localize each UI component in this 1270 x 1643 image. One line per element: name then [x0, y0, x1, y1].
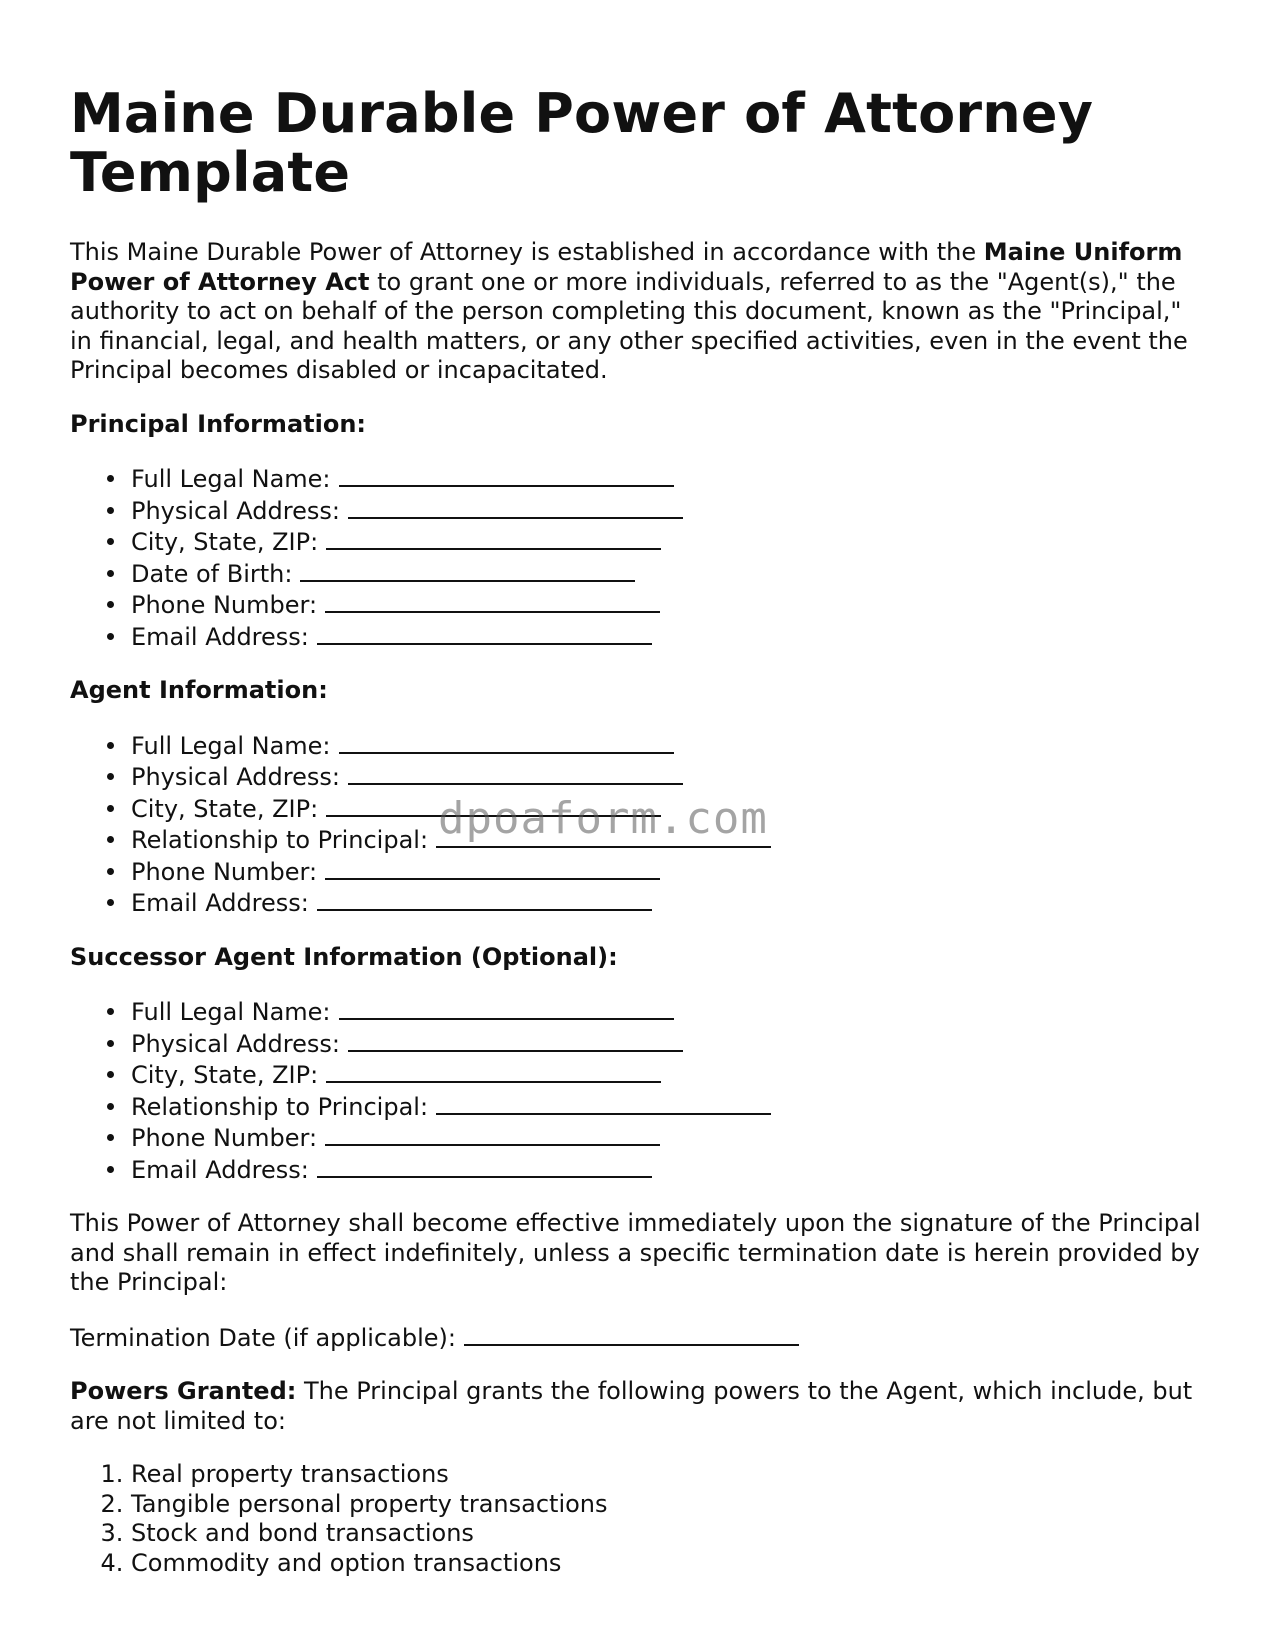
fill-line[interactable] — [317, 1154, 652, 1178]
fill-line[interactable] — [325, 856, 660, 880]
successor-email-field[interactable]: Email Address: — [131, 1154, 1210, 1186]
agent-relationship-field[interactable]: Relationship to Principal: — [131, 824, 1210, 856]
agent-phone-field[interactable]: Phone Number: — [131, 856, 1210, 888]
fill-line[interactable] — [436, 1091, 771, 1115]
fill-line[interactable] — [348, 761, 683, 785]
power-item: 2. Tangible personal property transactions — [131, 1490, 1210, 1520]
fill-line[interactable] — [317, 621, 652, 645]
successor-heading: Successor Agent Information (Optional): — [70, 942, 618, 971]
effective-paragraph: This Power of Attorney shall become effective immediately upon the signature of the Principal and shall remain in effect indefinitely, unless a specific termination date is herein provided by the Principal: — [70, 1209, 1201, 1296]
principal-city-state-zip-field[interactable]: City, State, ZIP: — [131, 526, 1210, 558]
successor-relationship-field[interactable]: Relationship to Principal: — [131, 1091, 1210, 1123]
agent-heading: Agent Information: — [70, 676, 328, 704]
powers-heading: Powers Granted: — [70, 1377, 297, 1405]
fill-line[interactable] — [348, 495, 683, 519]
document-title: Maine Durable Power of Attorney Template — [70, 82, 1094, 204]
fill-line[interactable] — [339, 730, 674, 754]
intro-text-end: to grant one or more individuals, referred to as the "Agent(s)," the authority to act on behalf of the person completing this document, known as the "Principal," in financial, legal, and health matters, or any other specified activities, even in the event the Principal becomes disabled or incapacitated. — [70, 267, 1188, 384]
principal-phone-field[interactable]: Phone Number: — [131, 589, 1210, 621]
successor-full-name-field[interactable]: Full Legal Name: — [131, 996, 1210, 1028]
principal-email-field[interactable]: Email Address: — [131, 621, 1210, 653]
intro-paragraph — [70, 238, 1210, 386]
successor-address-field[interactable]: Physical Address: — [131, 1028, 1210, 1060]
powers-list — [70, 1460, 1210, 1578]
powers-paragraph — [70, 1377, 1210, 1436]
fill-line[interactable] — [339, 463, 674, 487]
power-item: 3. Stock and bond transactions — [131, 1519, 1210, 1549]
watermark: dpoaform.com — [438, 793, 768, 844]
agent-email-field[interactable]: Email Address: — [131, 887, 1210, 919]
fill-line[interactable] — [317, 887, 652, 911]
termination-date-field[interactable] — [70, 1322, 1210, 1354]
powers-text: The Principal grants the following powers to the Agent, which include, but are not limited to: — [70, 1377, 1193, 1435]
successor-fields — [70, 996, 1210, 1185]
fill-line[interactable] — [325, 589, 660, 613]
power-item: 1. Real property transactions — [131, 1460, 1210, 1490]
fill-line[interactable] — [348, 1028, 683, 1052]
agent-address-field[interactable]: Physical Address: — [131, 761, 1210, 793]
principal-fields — [70, 463, 1210, 652]
agent-city-state-zip-field[interactable]: City, State, ZIP: — [131, 793, 1210, 825]
fill-line[interactable] — [464, 1322, 799, 1346]
intro-text-start: This Maine Durable Power of Attorney is established in accordance with the — [70, 238, 984, 266]
act-name: Maine Uniform Power of Attorney Act — [70, 238, 1183, 296]
fill-line[interactable] — [326, 1059, 661, 1083]
principal-heading: Principal Information: — [70, 409, 367, 438]
power-item: 4. Commodity and option transactions — [131, 1549, 1210, 1579]
successor-city-state-zip-field[interactable]: City, State, ZIP: — [131, 1059, 1210, 1091]
agent-full-name-field[interactable]: Full Legal Name: — [131, 730, 1210, 762]
fill-line[interactable] — [339, 996, 674, 1020]
fill-line[interactable] — [300, 558, 635, 582]
fill-line[interactable] — [326, 526, 661, 550]
termination-label: Termination Date (if applicable): — [70, 1323, 456, 1352]
principal-address-field[interactable]: Physical Address: — [131, 495, 1210, 527]
successor-phone-field[interactable]: Phone Number: — [131, 1122, 1210, 1154]
fill-line[interactable] — [325, 1122, 660, 1146]
principal-full-name-field[interactable]: Full Legal Name: — [131, 463, 1210, 495]
principal-dob-field[interactable]: Date of Birth: — [131, 558, 1210, 590]
